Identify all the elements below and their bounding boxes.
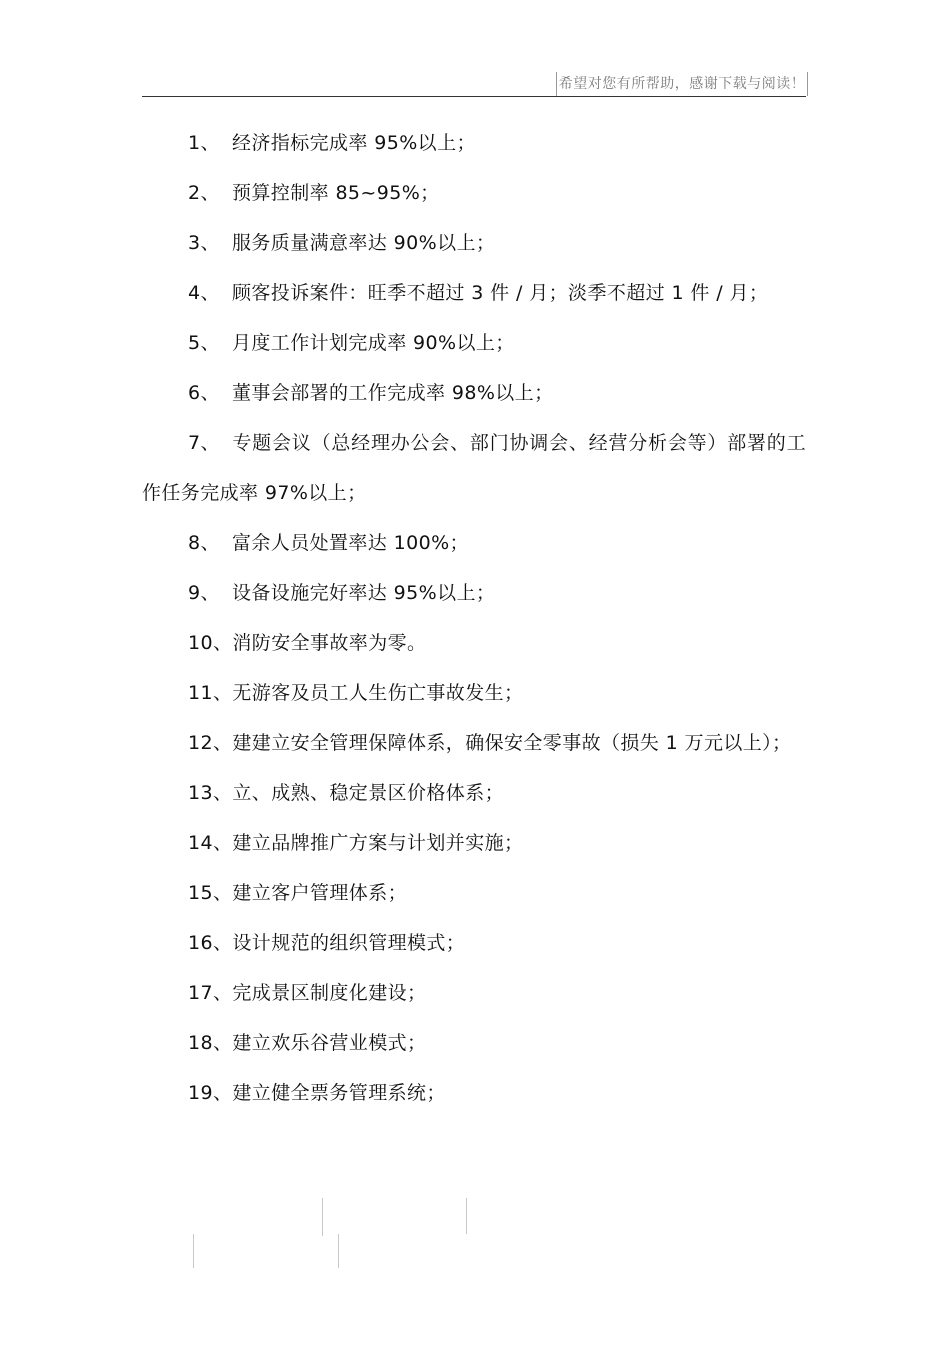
item-text: 建建立安全管理保障体系，确保安全零事故（损失 1 万元以上）； — [232, 732, 792, 754]
scan-artifact-line — [466, 1198, 467, 1234]
item-number: 2、 — [188, 182, 220, 204]
item-text: 无游客及员工人生伤亡事故发生； — [232, 682, 524, 704]
list-item — [142, 968, 806, 1018]
item-number: 1、 — [188, 132, 220, 154]
header-note: 希望对您有所帮助，感谢下载与阅读！ — [556, 72, 808, 96]
item-number: 16、 — [188, 932, 233, 954]
item-text: 建立欢乐谷营业模式； — [232, 1032, 427, 1054]
item-number: 5、 — [188, 332, 220, 354]
list-item — [142, 168, 806, 218]
item-text: 月度工作计划完成率 90%以上； — [232, 332, 515, 354]
item-text: 消防安全事故率为零。 — [232, 632, 427, 654]
scan-artifact-line — [338, 1234, 339, 1268]
item-number: 13、 — [188, 782, 233, 804]
item-text: 建立客户管理体系； — [232, 882, 407, 904]
item-text: 设计规范的组织管理模式； — [232, 932, 466, 954]
item-text: 服务质量满意率达 90%以上； — [232, 232, 496, 254]
scan-artifact-line — [322, 1198, 323, 1236]
item-text: 富余人员处置率达 100%； — [232, 532, 469, 554]
list-item — [142, 768, 806, 818]
list-item — [142, 368, 806, 418]
item-text: 经济指标完成率 95%以上； — [232, 132, 476, 154]
list-item — [142, 1068, 806, 1118]
item-number: 19、 — [188, 1082, 233, 1104]
header-divider — [142, 96, 806, 97]
list-item — [142, 1018, 806, 1068]
item-text: 预算控制率 85~95%； — [232, 182, 440, 204]
item-text: 顾客投诉案件：旺季不超过 3 件 / 月；淡季不超过 1 件 / 月； — [232, 282, 769, 304]
item-number: 8、 — [188, 532, 220, 554]
item-number: 7、 — [188, 432, 220, 454]
list-item — [142, 118, 806, 168]
list-item — [142, 818, 806, 868]
list-item — [142, 568, 806, 618]
item-number: 9、 — [188, 582, 220, 604]
item-number: 12、 — [188, 732, 233, 754]
item-text: 建立品牌推广方案与计划并实施； — [232, 832, 524, 854]
list-item — [142, 268, 806, 318]
list-item — [142, 518, 806, 568]
item-number: 17、 — [188, 982, 233, 1004]
list-item — [142, 718, 806, 768]
document-body — [142, 118, 806, 1118]
item-number: 4、 — [188, 282, 220, 304]
item-number: 15、 — [188, 882, 233, 904]
item-text: 完成景区制度化建设； — [232, 982, 427, 1004]
list-item — [142, 668, 806, 718]
list-item — [142, 918, 806, 968]
item-number: 3、 — [188, 232, 220, 254]
item-number: 14、 — [188, 832, 233, 854]
list-item — [142, 618, 806, 668]
item-number: 11、 — [188, 682, 233, 704]
item-text: 专题会议（总经理办公会、部门协调会、经营分析会等）部署的工作任务完成率 97%以上； — [142, 432, 806, 504]
item-number: 10、 — [188, 632, 233, 654]
scan-artifact-line — [193, 1234, 194, 1268]
item-text: 设备设施完好率达 95%以上； — [232, 582, 496, 604]
item-text: 董事会部署的工作完成率 98%以上； — [232, 382, 554, 404]
list-item — [142, 868, 806, 918]
list-item — [142, 418, 806, 518]
item-text: 建立健全票务管理系统； — [232, 1082, 446, 1104]
item-text: 立、成熟、稳定景区价格体系； — [232, 782, 504, 804]
list-item — [142, 218, 806, 268]
item-number: 6、 — [188, 382, 220, 404]
list-item — [142, 318, 806, 368]
item-number: 18、 — [188, 1032, 233, 1054]
